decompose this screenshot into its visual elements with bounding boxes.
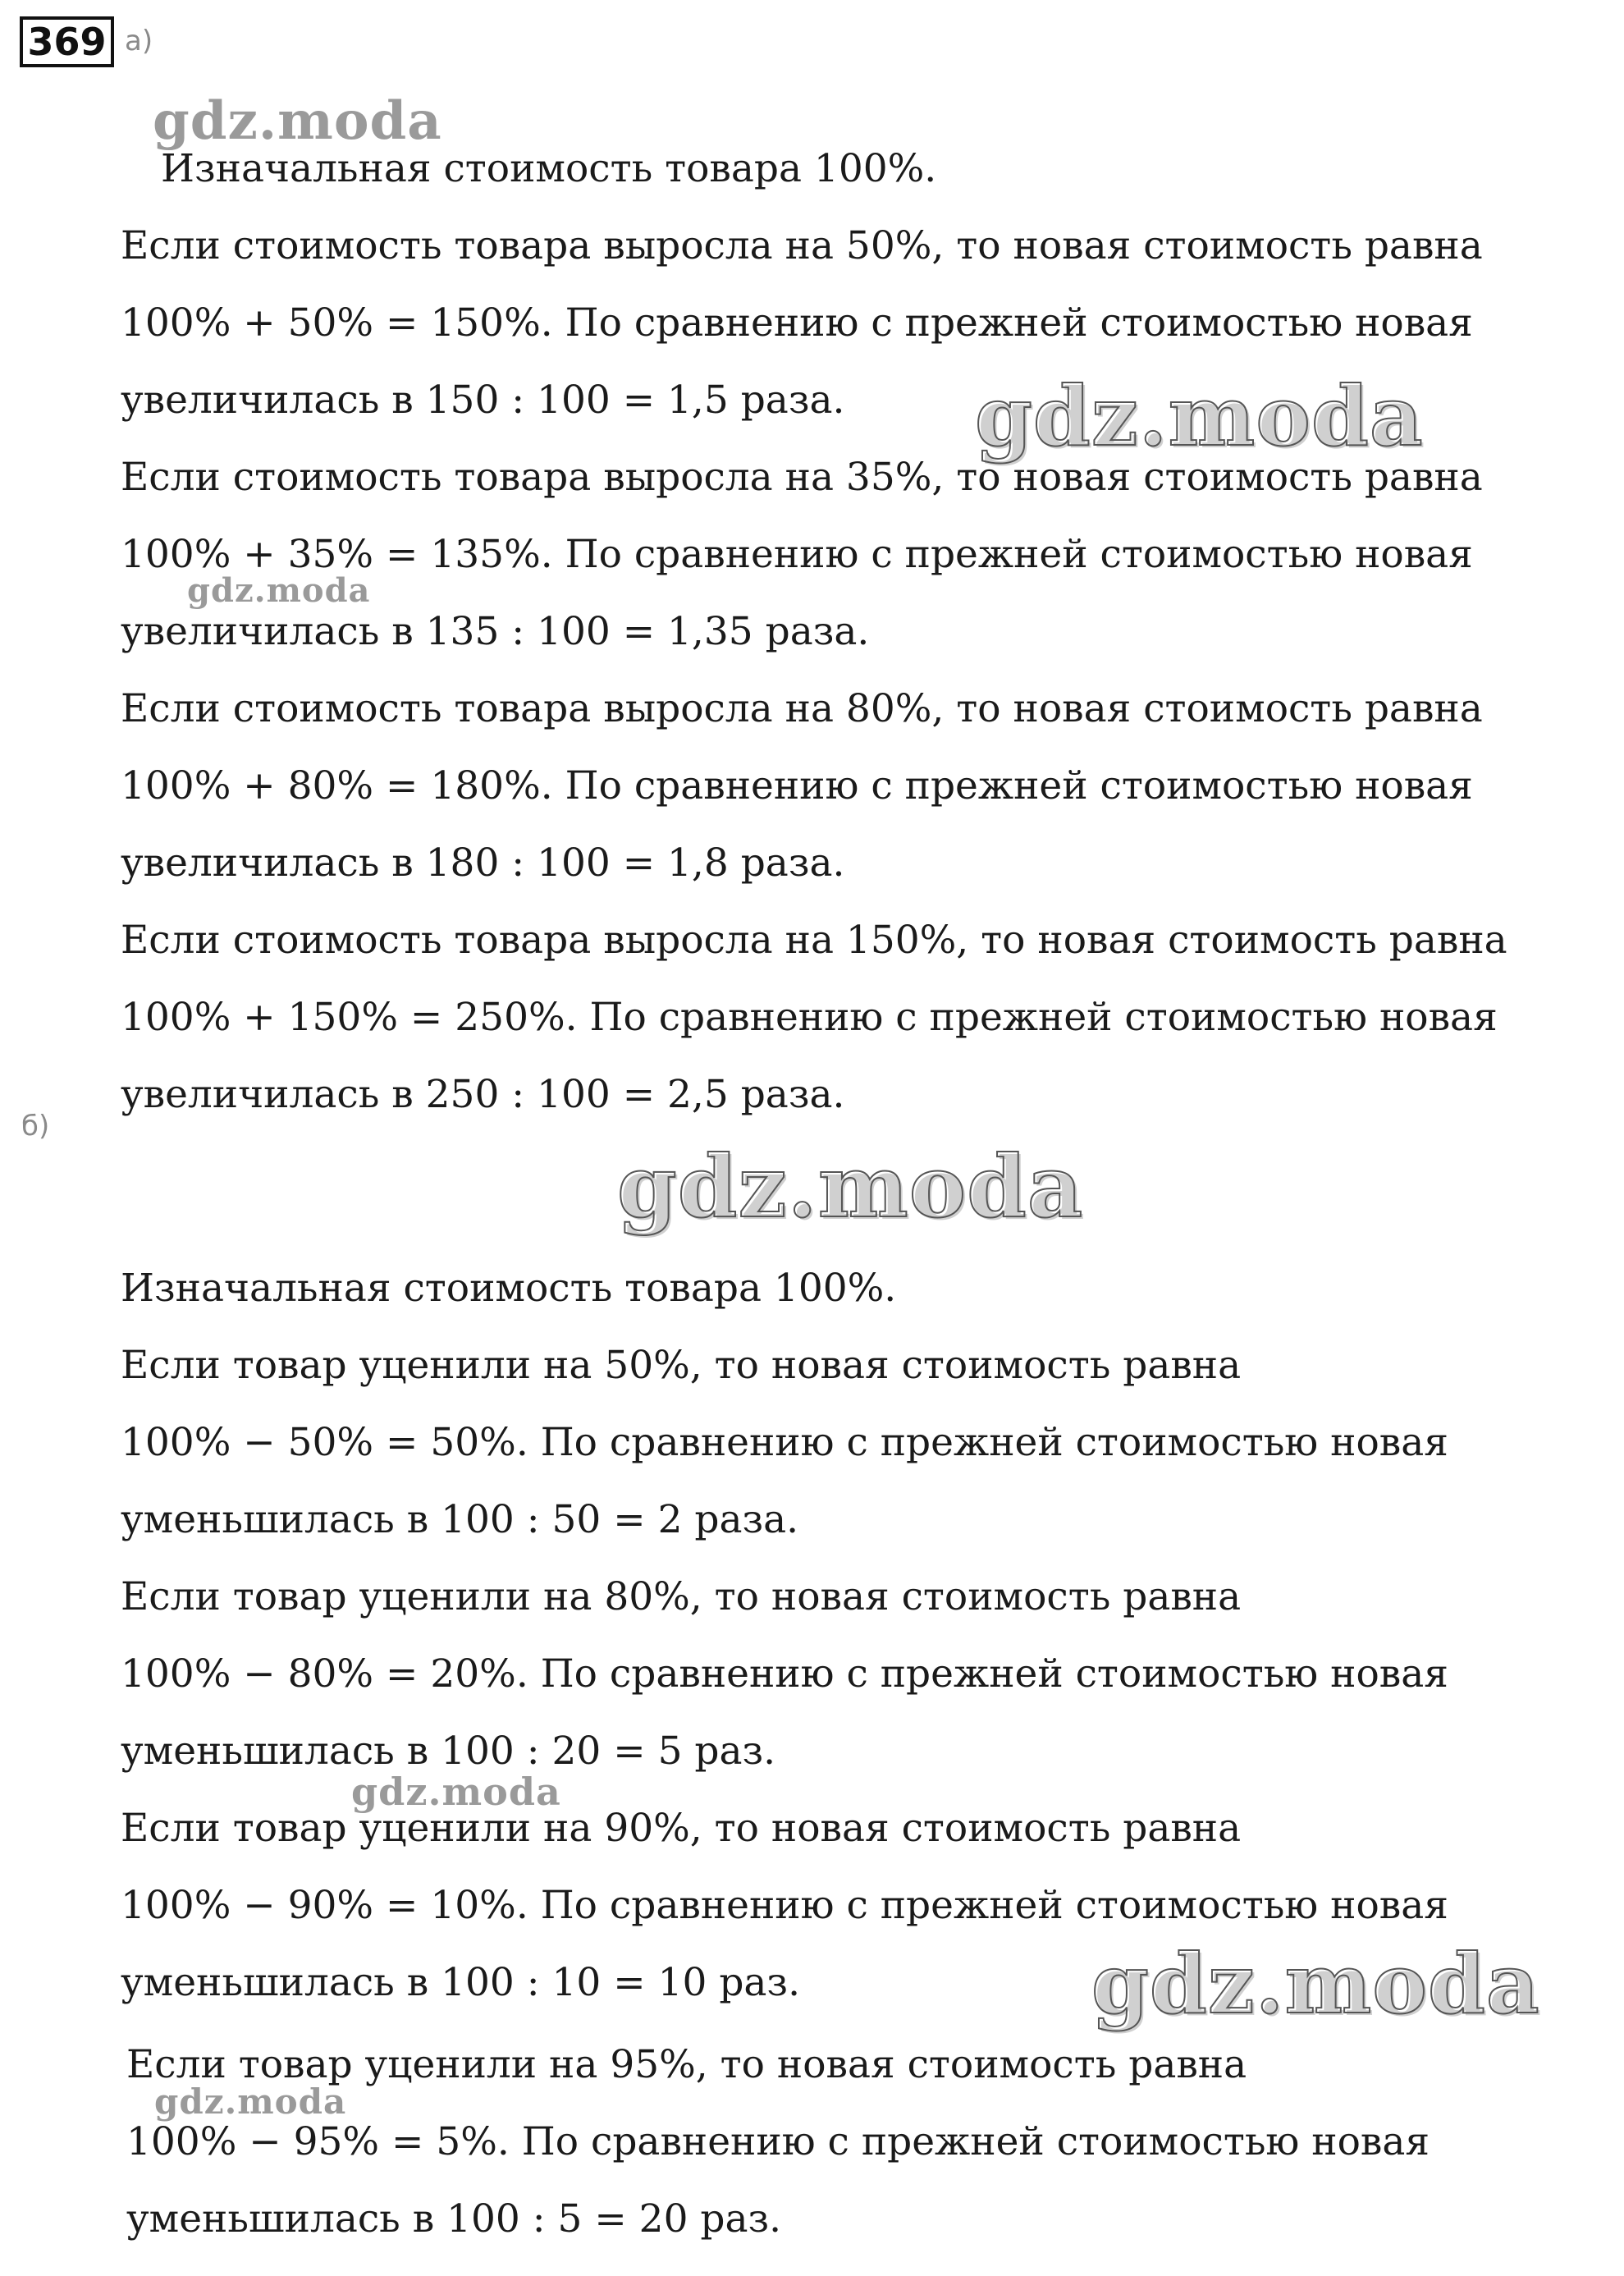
part-b-line: 100% − 50% = 50%. По сравнению с прежней стоимостью новая — [121, 1420, 1448, 1465]
part-b-line: Изначальная стоимость товара 100%. — [121, 1266, 897, 1311]
part-b-line: 100% − 90% = 10%. По сравнению с прежней стоимостью новая — [121, 1883, 1448, 1928]
part-b-line: Если товар уценили на 80%, то новая стоимость равна — [121, 1574, 1242, 1619]
watermark: gdz.moda — [1091, 1935, 1540, 2032]
part-a-line: 100% + 80% = 180%. По сравнению с прежней стоимостью новая — [121, 763, 1473, 808]
part-b-line: 100% − 95% = 5%. По сравнению с прежней стоимостью новая — [126, 2119, 1430, 2164]
part-b-line: уменьшилась в 100 : 50 = 2 раза. — [121, 1497, 799, 1542]
part-a-line: увеличилась в 135 : 100 = 1,35 раза. — [121, 609, 870, 654]
watermark: gdz.moda — [187, 571, 371, 610]
part-a-line: 100% + 35% = 135%. По сравнению с прежней стоимостью новая — [121, 532, 1473, 577]
part-a-label: а) — [125, 25, 153, 57]
part-a-line: Если стоимость товара выросла на 150%, то новая стоимость равна — [121, 918, 1507, 963]
watermark: gdz.moda — [153, 90, 442, 152]
part-a-line: Если стоимость товара выросла на 35%, то новая стоимость равна — [121, 455, 1483, 500]
task-number: 369 — [20, 16, 114, 67]
part-b-line: Если товар уценили на 90%, то новая стоимость равна — [121, 1806, 1242, 1851]
part-b-line: уменьшилась в 100 : 10 = 10 раз. — [121, 1960, 801, 2005]
part-a-line: Если стоимость товара выросла на 50%, то новая стоимость равна — [121, 223, 1483, 268]
part-b-line: Если товар уценили на 95%, то новая стоимость равна — [126, 2042, 1247, 2087]
part-a-line: увеличилась в 180 : 100 = 1,8 раза. — [121, 840, 845, 886]
watermark: gdz.moda — [154, 2081, 347, 2122]
watermark: gdz.moda — [975, 368, 1424, 465]
part-b-line: уменьшилась в 100 : 5 = 20 раз. — [126, 2196, 782, 2242]
part-a-line: 100% + 50% = 150%. По сравнению с прежней стоимостью новая — [121, 300, 1473, 346]
part-a-line: увеличилась в 150 : 100 = 1,5 раза. — [121, 378, 845, 423]
part-b-label: б) — [21, 1110, 50, 1143]
part-a-line: увеличилась в 250 : 100 = 2,5 раза. — [121, 1072, 845, 1117]
part-b-line: уменьшилась в 100 : 20 = 5 раз. — [121, 1729, 776, 1774]
part-a-line: Если стоимость товара выросла на 80%, то новая стоимость равна — [121, 686, 1483, 731]
part-b-line: 100% − 80% = 20%. По сравнению с прежней стоимостью новая — [121, 1651, 1448, 1697]
part-a-line: 100% + 150% = 250%. По сравнению с прежней стоимостью новая — [121, 995, 1498, 1040]
part-b-line: Если товар уценили на 50%, то новая стоимость равна — [121, 1343, 1242, 1388]
watermark: gdz.moda — [617, 1136, 1084, 1237]
watermark: gdz.moda — [351, 1770, 561, 1814]
part-a-line: Изначальная стоимость товара 100%. — [161, 146, 937, 191]
